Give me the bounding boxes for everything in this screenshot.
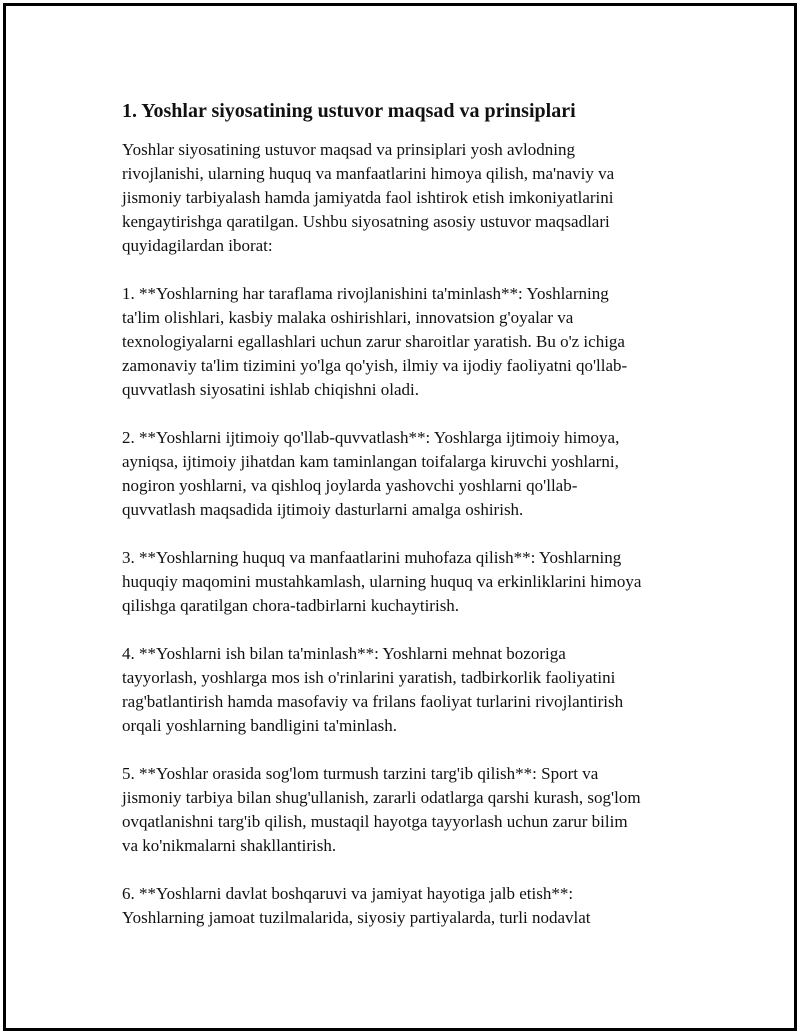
text-line: ayniqsa, ijtimoiy jihatdan kam taminlangan toifalarga kiruvchi yoshlarni, (122, 452, 619, 471)
text-line: quvvatlash siyosatini ishlab chiqishni oladi. (122, 380, 420, 399)
text-line: quvvatlash maqsadida ijtimoiy dasturlarni amalga oshirish. (122, 500, 524, 519)
section-heading: 1. Yoshlar siyosatining ustuvor maqsad va prinsiplari (122, 100, 576, 122)
text-line: Yoshlar siyosatining ustuvor maqsad va prinsiplari yosh avlodning (122, 140, 575, 159)
text-line: quyidagilardan iborat: (122, 236, 273, 255)
text-line: orqali yoshlarning bandligini ta'minlash. (122, 716, 398, 735)
list-item-paragraph (122, 282, 702, 402)
text-line: 3. **Yoshlarning huquq va manfaatlarini muhofaza qilish**: Yoshlarning (122, 548, 622, 567)
document-content (122, 98, 702, 954)
text-line: zamonaviy ta'lim tizimini yo'lga qo'yish, ilmiy va ijodiy faoliyatni qo'llab- (122, 356, 628, 375)
list-item-paragraph (122, 546, 702, 618)
text-line: huquqiy maqomini mustahkamlash, ularning huquq va erkinliklarini himoya (122, 572, 642, 591)
text-line: 6. **Yoshlarni davlat boshqaruvi va jamiyat hayotiga jalb etish**: (122, 884, 574, 903)
text-line: rag'batlantirish hamda masofaviy va frilans faoliyat turlarini rivojlantirish (122, 692, 624, 711)
text-line: qilishga qaratilgan chora-tadbirlarni kuchaytirish. (122, 596, 460, 615)
text-line: kengaytirishga qaratilgan. Ushbu siyosatning asosiy ustuvor maqsadlari (122, 212, 610, 231)
text-line: texnologiyalarni egallashlari uchun zarur sharoitlar yaratish. Bu o'z ichiga (122, 332, 625, 351)
text-line: tayyorlash, yoshlarga mos ish o'rinlarini yaratish, tadbirkorlik faoliyatini (122, 668, 616, 687)
list-item-paragraph (122, 882, 702, 930)
text-line: ta'lim olishlari, kasbiy malaka oshirishlari, innovatsion g'oyalar va (122, 308, 574, 327)
text-line: Yoshlarning jamoat tuzilmalarida, siyosiy partiyalarda, turli nodavlat (122, 908, 591, 927)
text-line: 1. **Yoshlarning har taraflama rivojlanishini ta'minlash**: Yoshlarning (122, 284, 609, 303)
text-line: nogiron yoshlarni, va qishloq joylarda yashovchi yoshlarni qo'llab- (122, 476, 578, 495)
text-line: ovqatlanishni targ'ib qilish, mustaqil hayotga tayyorlash uchun zarur bilim (122, 812, 628, 831)
list-item-paragraph (122, 762, 702, 858)
text-line: 4. **Yoshlarni ish bilan ta'minlash**: Yoshlarni mehnat bozoriga (122, 644, 566, 663)
page-frame (3, 3, 797, 1031)
list-item-paragraph (122, 642, 702, 738)
text-line: jismoniy tarbiya bilan shug'ullanish, zararli odatlarga qarshi kurash, sog'lom (122, 788, 641, 807)
text-line: va ko'nikmalarni shakllantirish. (122, 836, 337, 855)
text-line: 2. **Yoshlarni ijtimoiy qo'llab-quvvatlash**: Yoshlarga ijtimoiy himoya, (122, 428, 620, 447)
intro-paragraph (122, 138, 702, 258)
text-line: rivojlanishi, ularning huquq va manfaatlarini himoya qilish, ma'naviy va (122, 164, 615, 183)
text-line: 5. **Yoshlar orasida sog'lom turmush tarzini targ'ib qilish**: Sport va (122, 764, 599, 783)
text-line: jismoniy tarbiyalash hamda jamiyatda faol ishtirok etish imkoniyatlarini (122, 188, 614, 207)
list-item-paragraph (122, 426, 702, 522)
